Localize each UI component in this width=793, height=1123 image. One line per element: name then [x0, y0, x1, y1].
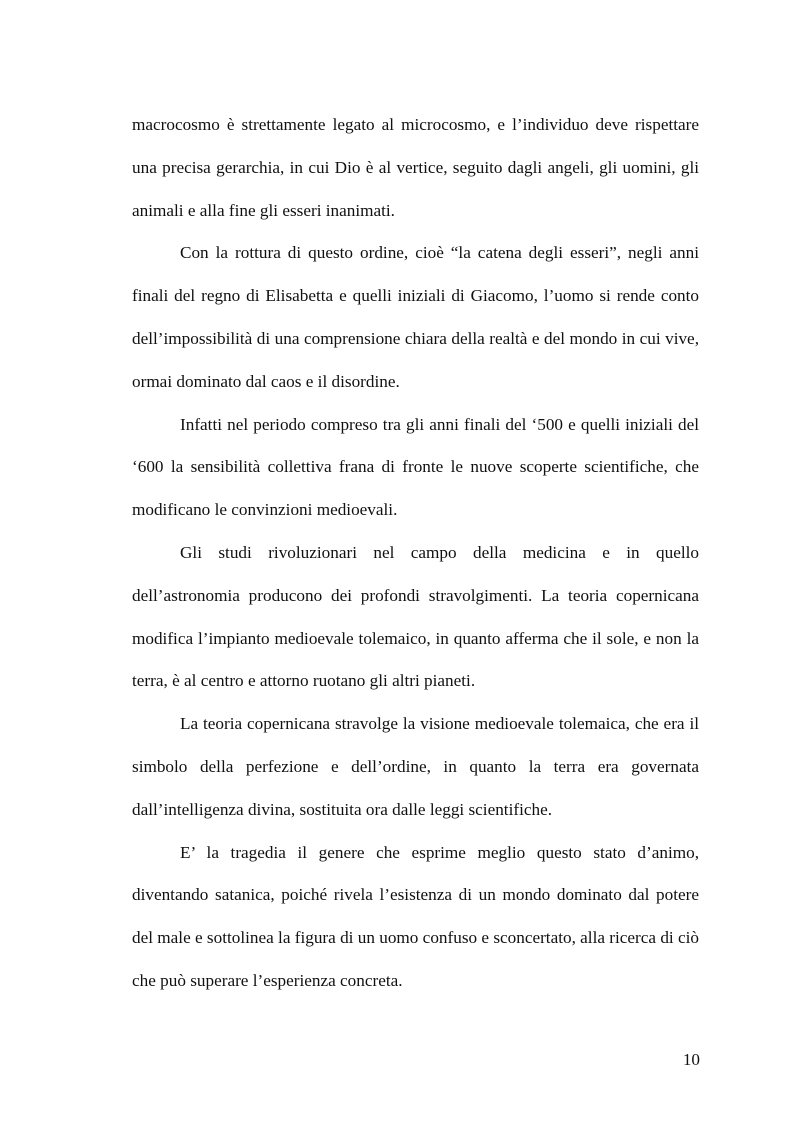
paragraph: Con la rottura di questo ordine, cioè “la catena degli esseri”, negli anni finali del regno di Elisabetta e quelli iniziali di Giacomo, l’uomo si rende conto dell’impossibilità di una comprensione chiara della realtà e del mondo in cui vive, ormai dominato dal caos e il disordine.: [132, 243, 699, 391]
paragraph: Gli studi rivoluzionari nel campo della medicina e in quello dell’astronomia producono dei profondi stravolgimenti. La teoria copernicana modifica l’impianto medioevale tolemaico, in quanto afferma che il sole, e non la terra, è al centro e attorno ruotano gli altri pianeti.: [132, 542, 699, 691]
paragraph-continuation: macrocosmo è strettamente legato al microcosmo, e l’individuo deve rispettare una precisa gerarchia, in cui Dio è al vertice, seguito dagli angeli, gli uomini, gli animali e alla fine gli esseri inanimati.: [132, 115, 699, 220]
paragraph: La teoria copernicana stravolge la visione medioevale tolemaica, che era il simbolo della perfezione e dell’ordine, in quanto la terra era governata dall’intelligenza divina, sostituita ora dalle leggi scientifiche.: [132, 714, 699, 819]
paragraph: Infatti nel periodo compreso tra gli anni finali del ‘500 e quelli iniziali del ‘600 la sensibilità collettiva frana di fronte le nuove scoperte scientifiche, che modificano le convinzioni medioevali.: [132, 414, 699, 520]
page-number: 10: [682, 1050, 700, 1069]
paragraph: E’ la tragedia il genere che esprime meglio questo stato d’animo, diventando satanica, poiché rivela l’esistenza di un mondo dominato dal potere del male e sottolinea la figura di un uomo confuso e sconcertato, alla ricerca di ciò che può superare l’esperienza concreta.: [132, 842, 699, 990]
body-text: [132, 104, 699, 1003]
